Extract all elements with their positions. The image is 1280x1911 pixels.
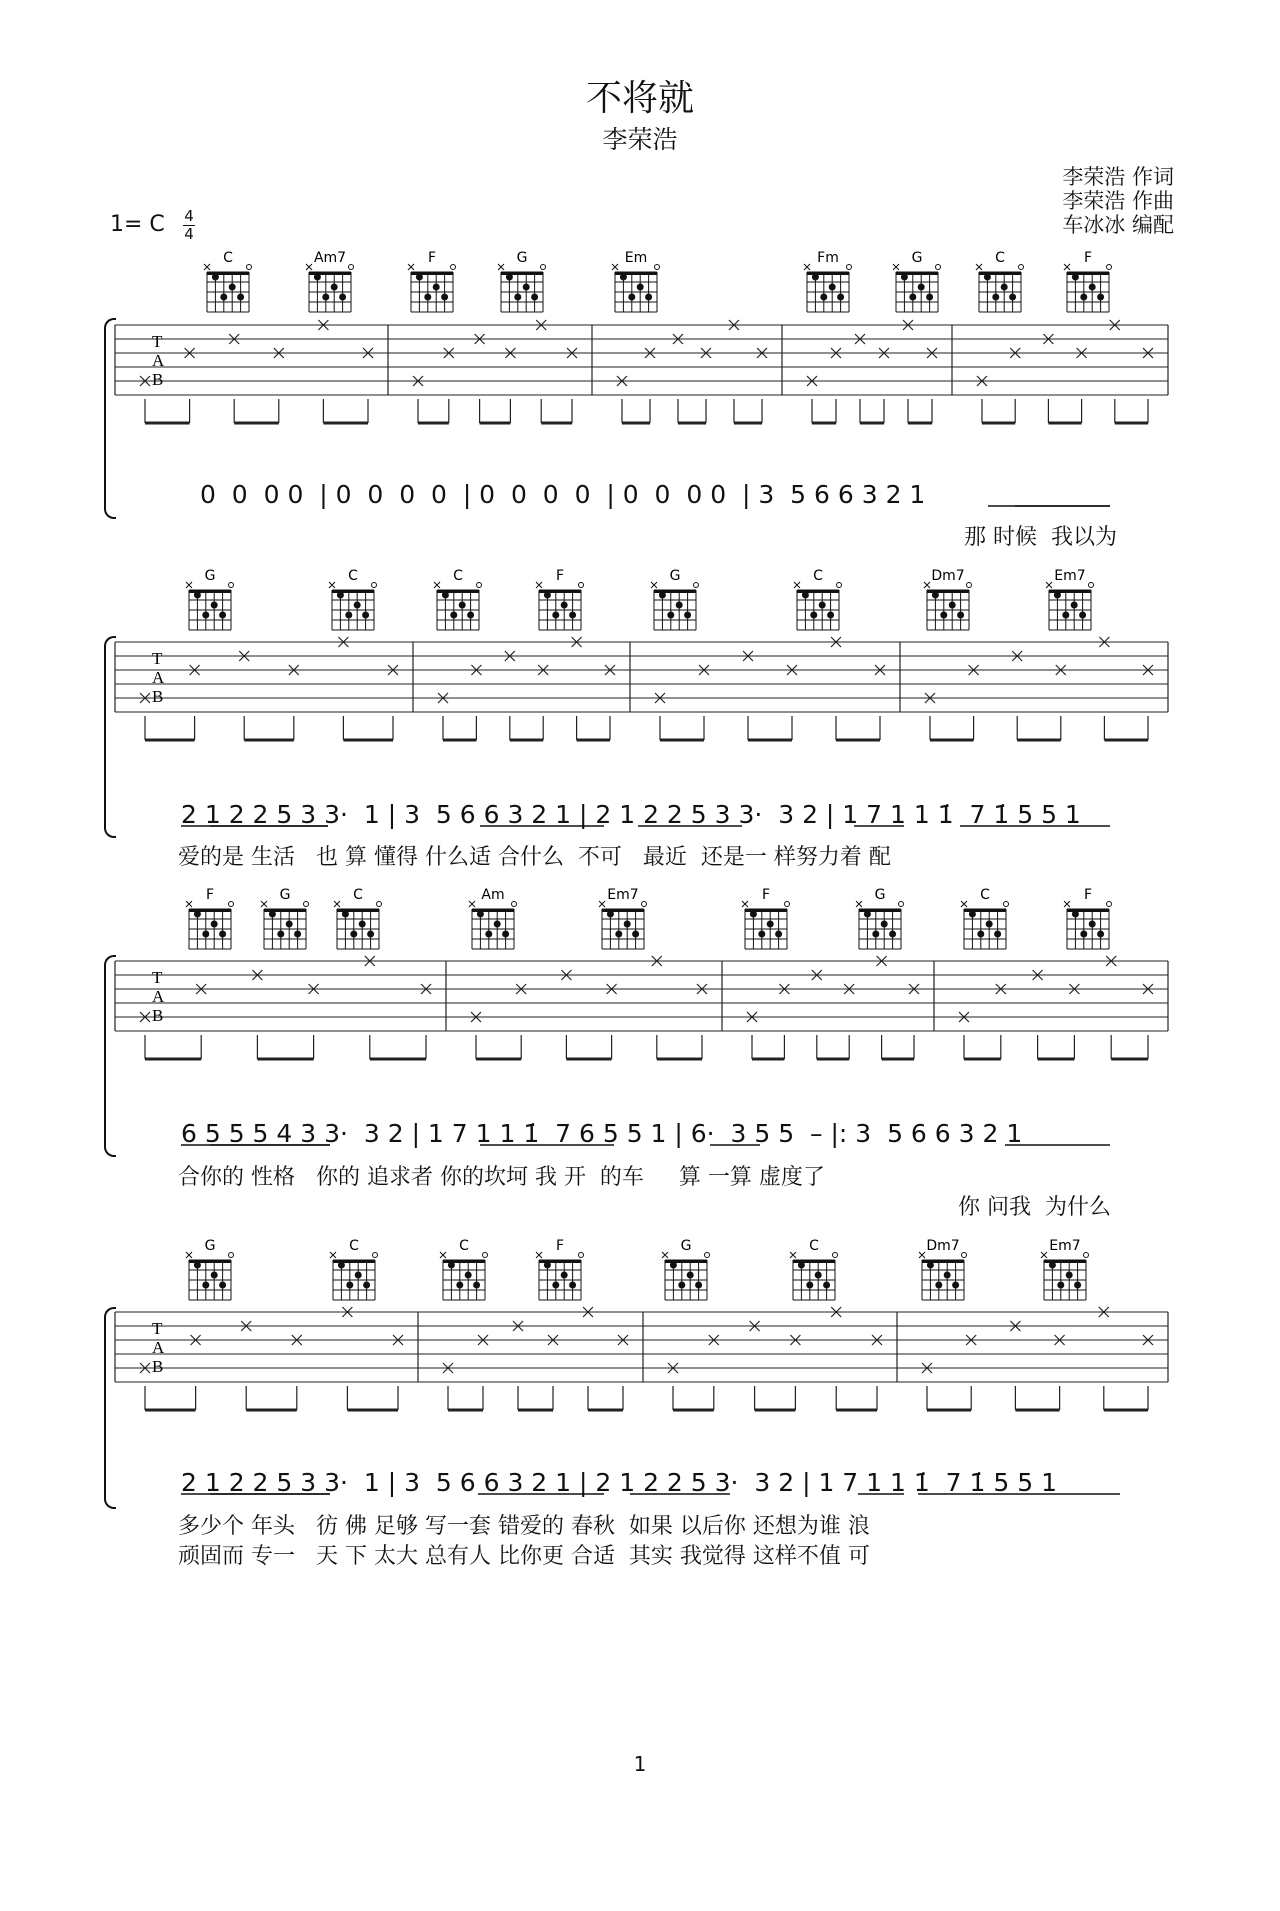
tab-clef-letter: B — [152, 687, 164, 706]
chord-open-string — [229, 902, 234, 907]
chord-finger-dot — [687, 1272, 694, 1279]
chord-finger-dot — [944, 1272, 951, 1279]
numbered-notation-4: 2 1 2 2 5 3 3· 1 | 3 5 6 6 3 2 1 | 2 1 2 2 5 3· 3 2 | 1 7 1 1 1̇ 7 1̇ 5 5 1 — [181, 1468, 1057, 1497]
chord-finger-dot — [237, 294, 244, 301]
chord-muted-string — [536, 582, 542, 588]
chord-finger-dot — [345, 612, 352, 619]
chord-finger-dot — [994, 931, 1001, 938]
chord-finger-dot — [926, 294, 933, 301]
chord-name-fm: Fm — [817, 250, 839, 266]
chord-open-string — [962, 1253, 967, 1258]
lyrics-3a: 合你的 性格 你的 追求者 你的坎坷 我 开 的车 算 一算 虚度了 — [178, 1165, 825, 1190]
chord-finger-dot — [957, 612, 964, 619]
chord-finger-dot — [561, 602, 568, 609]
chord-finger-dot — [219, 931, 226, 938]
chord-name-f: F — [1083, 250, 1093, 266]
tab-clef-letter: B — [152, 370, 164, 389]
chord-finger-dot — [1057, 1282, 1064, 1289]
lyrics-4a: 多少个 年头 彷 佛 足够 写一套 错爱的 春秋 如果 以后你 还想为谁 浪 — [178, 1514, 870, 1539]
chord-finger-dot — [758, 931, 765, 938]
chord-finger-dot — [506, 274, 513, 281]
chord-open-string — [483, 1253, 488, 1258]
chord-finger-dot — [806, 1282, 813, 1289]
chord-finger-dot — [355, 1272, 362, 1279]
chord-finger-dot — [569, 612, 576, 619]
chord-muted-string — [651, 582, 657, 588]
chord-open-string — [833, 1253, 838, 1258]
chord-name-dm7: Dm7 — [931, 568, 965, 584]
chord-finger-dot — [695, 1282, 702, 1289]
chord-name-c: C — [459, 1238, 469, 1254]
chord-finger-dot — [659, 592, 666, 599]
chord-finger-dot — [984, 274, 991, 281]
chord-muted-string — [1041, 1252, 1047, 1258]
chord-finger-dot — [901, 274, 908, 281]
chord-name-c: C — [995, 250, 1005, 266]
chord-open-string — [373, 1253, 378, 1258]
chord-finger-dot — [798, 1262, 805, 1269]
chord-finger-dot — [450, 612, 457, 619]
chord-finger-dot — [815, 1272, 822, 1279]
chord-finger-dot — [211, 602, 218, 609]
chord-finger-dot — [676, 602, 683, 609]
numbered-notation-2: 2 1 2 2 5 3 3· 1 | 3 5 6 6 3 2 1 | 2 1 2 2 5 3 3· 3 2 | 1 7 1 1 1̇ 7 1̇ 5 5 1 — [181, 800, 1081, 829]
chord-finger-dot — [314, 274, 321, 281]
chord-finger-dot — [684, 612, 691, 619]
chord-finger-dot — [459, 602, 466, 609]
chord-finger-dot — [1089, 284, 1096, 291]
chord-name-f: F — [205, 887, 215, 903]
chord-finger-dot — [1097, 294, 1104, 301]
lyrics-1: 那 时候 我以为 — [964, 525, 1117, 550]
chord-finger-dot — [502, 931, 509, 938]
tab-clef-letter: A — [152, 987, 165, 1006]
chord-finger-dot — [1080, 294, 1087, 301]
chord-finger-dot — [339, 294, 346, 301]
chord-finger-dot — [220, 294, 227, 301]
chord-muted-string — [804, 264, 810, 270]
chord-name-c: C — [353, 887, 363, 903]
chord-open-string — [705, 1253, 710, 1258]
chord-finger-dot — [363, 1282, 370, 1289]
chord-open-string — [377, 902, 382, 907]
chord-muted-string — [261, 901, 267, 907]
chord-muted-string — [924, 582, 930, 588]
chord-open-string — [847, 265, 852, 270]
chord-muted-string — [330, 1252, 336, 1258]
chord-finger-dot — [1062, 612, 1069, 619]
chord-name-f: F — [761, 887, 771, 903]
numbered-notation-3: 6 5 5 5 4 3 3· 3 2 | 1 7 1 1 1̇ 7 6 5 5 1 | 6· 3 5 5 – |: 3 5 6 6 3 2 1 — [181, 1119, 1023, 1148]
chord-muted-string — [536, 1252, 542, 1258]
chord-finger-dot — [992, 294, 999, 301]
chord-open-string — [229, 583, 234, 588]
chord-finger-dot — [456, 1282, 463, 1289]
chord-finger-dot — [531, 294, 538, 301]
chord-muted-string — [186, 582, 192, 588]
chord-name-f: F — [1083, 887, 1093, 903]
chord-finger-dot — [829, 284, 836, 291]
chord-open-string — [1004, 902, 1009, 907]
chord-finger-dot — [523, 284, 530, 291]
chord-name-em7: Em7 — [607, 887, 639, 903]
chord-finger-dot — [1009, 294, 1016, 301]
chord-open-string — [247, 265, 252, 270]
chord-finger-dot — [624, 921, 631, 928]
chord-finger-dot — [485, 931, 492, 938]
key-signature: 1= C — [110, 212, 165, 237]
chord-finger-dot — [620, 274, 627, 281]
tab-clef-letter: A — [152, 668, 165, 687]
chord-finger-dot — [775, 931, 782, 938]
chord-muted-string — [1064, 901, 1070, 907]
chord-finger-dot — [194, 911, 201, 918]
chord-finger-dot — [448, 1262, 455, 1269]
chord-finger-dot — [514, 294, 521, 301]
chord-name-c: C — [980, 887, 990, 903]
chord-open-string — [579, 583, 584, 588]
chord-name-c: C — [348, 568, 358, 584]
chord-name-c: C — [349, 1238, 359, 1254]
time-signature-bottom: 4 — [184, 225, 194, 243]
chord-name-f: F — [427, 250, 437, 266]
chord-finger-dot — [346, 1282, 353, 1289]
chord-open-string — [967, 583, 972, 588]
chord-name-g: G — [874, 887, 886, 903]
chord-finger-dot — [569, 1282, 576, 1289]
chord-open-string — [1107, 902, 1112, 907]
chord-finger-dot — [467, 612, 474, 619]
chord-finger-dot — [367, 931, 374, 938]
credit-composer: 李荣浩 作曲 — [1062, 189, 1174, 213]
numbered-notation-1: 0 0 0 0 | 0 0 0 0 | 0 0 0 0 | 0 0 0 0 | 3 5 6 6 3 2 1 — [200, 480, 926, 509]
chord-name-em7: Em7 — [1049, 1238, 1081, 1254]
chord-finger-dot — [552, 612, 559, 619]
chord-open-string — [694, 583, 699, 588]
chord-open-string — [1107, 265, 1112, 270]
chord-finger-dot — [442, 592, 449, 599]
chord-open-string — [1084, 1253, 1089, 1258]
chord-open-string — [655, 265, 660, 270]
chord-finger-dot — [338, 1262, 345, 1269]
chord-finger-dot — [872, 931, 879, 938]
chord-finger-dot — [927, 1262, 934, 1269]
chord-finger-dot — [294, 931, 301, 938]
chord-finger-dot — [969, 911, 976, 918]
chord-finger-dot — [362, 612, 369, 619]
chord-finger-dot — [802, 592, 809, 599]
chord-finger-dot — [827, 612, 834, 619]
chord-name-c: C — [813, 568, 823, 584]
chord-finger-dot — [932, 592, 939, 599]
chord-finger-dot — [1097, 931, 1104, 938]
chord-muted-string — [1046, 582, 1052, 588]
chord-muted-string — [790, 1252, 796, 1258]
chord-finger-dot — [1066, 1272, 1073, 1279]
chord-finger-dot — [889, 931, 896, 938]
chord-muted-string — [469, 901, 475, 907]
chord-finger-dot — [940, 612, 947, 619]
chord-finger-dot — [909, 294, 916, 301]
tab-clef-letter: T — [152, 332, 163, 351]
chord-name-f: F — [555, 568, 565, 584]
chord-open-string — [1089, 583, 1094, 588]
credit-arranger: 车冰冰 编配 — [1062, 213, 1174, 237]
chord-finger-dot — [194, 592, 201, 599]
chord-name-c: C — [223, 250, 233, 266]
chord-muted-string — [434, 582, 440, 588]
chord-muted-string — [334, 901, 340, 907]
tab-clef-letter: T — [152, 1319, 163, 1338]
chord-name-g: G — [680, 1238, 692, 1254]
chord-finger-dot — [194, 1262, 201, 1269]
chord-open-string — [642, 902, 647, 907]
chord-muted-string — [440, 1252, 446, 1258]
chord-finger-dot — [823, 1282, 830, 1289]
chord-finger-dot — [1079, 612, 1086, 619]
chord-finger-dot — [628, 294, 635, 301]
chord-muted-string — [893, 264, 899, 270]
chord-name-am: Am — [481, 887, 505, 903]
chord-name-g: G — [669, 568, 681, 584]
chord-finger-dot — [544, 592, 551, 599]
chord-finger-dot — [277, 931, 284, 938]
chord-open-string — [372, 583, 377, 588]
chord-name-em: Em — [624, 250, 648, 266]
tab-clef-letter: T — [152, 649, 163, 668]
chord-finger-dot — [767, 921, 774, 928]
chord-finger-dot — [286, 921, 293, 928]
chord-finger-dot — [212, 274, 219, 281]
chord-muted-string — [1064, 264, 1070, 270]
chord-muted-string — [919, 1252, 925, 1258]
credit-lyricist: 李荣浩 作词 — [1062, 165, 1174, 189]
chord-open-string — [512, 902, 517, 907]
chord-muted-string — [599, 901, 605, 907]
tab-clef-letter: A — [152, 1338, 165, 1357]
chord-finger-dot — [202, 1282, 209, 1289]
chord-name-g: G — [516, 250, 528, 266]
chord-muted-string — [742, 901, 748, 907]
chord-finger-dot — [615, 931, 622, 938]
chord-finger-dot — [977, 931, 984, 938]
chord-muted-string — [186, 1252, 192, 1258]
chord-muted-string — [662, 1252, 668, 1258]
chord-finger-dot — [561, 1272, 568, 1279]
chord-finger-dot — [342, 911, 349, 918]
chord-finger-dot — [864, 911, 871, 918]
chord-finger-dot — [750, 911, 757, 918]
chord-finger-dot — [812, 274, 819, 281]
chord-finger-dot — [1001, 284, 1008, 291]
chord-open-string — [936, 265, 941, 270]
chord-open-string — [349, 265, 354, 270]
chord-finger-dot — [359, 921, 366, 928]
chord-open-string — [785, 902, 790, 907]
chord-muted-string — [612, 264, 618, 270]
chord-finger-dot — [269, 911, 276, 918]
chord-finger-dot — [1072, 911, 1079, 918]
chord-muted-string — [186, 901, 192, 907]
chord-finger-dot — [1074, 1282, 1081, 1289]
chord-finger-dot — [350, 931, 357, 938]
chord-finger-dot — [229, 284, 236, 291]
chord-finger-dot — [881, 921, 888, 928]
chord-name-g: G — [204, 568, 216, 584]
chord-name-g: G — [204, 1238, 216, 1254]
lyrics-4b: 顽固而 专一 天 下 太大 总有人 比你更 合适 其实 我觉得 这样不值 可 — [178, 1544, 870, 1569]
chord-finger-dot — [1054, 592, 1061, 599]
chord-name-dm7: Dm7 — [926, 1238, 960, 1254]
chord-finger-dot — [211, 1272, 218, 1279]
chord-open-string — [304, 902, 309, 907]
page-number: 1 — [633, 1752, 647, 1776]
chord-finger-dot — [1080, 931, 1087, 938]
chord-name-g: G — [279, 887, 291, 903]
chord-finger-dot — [202, 931, 209, 938]
chord-finger-dot — [837, 294, 844, 301]
tab-clef-letter: A — [152, 351, 165, 370]
chord-muted-string — [329, 582, 335, 588]
chord-finger-dot — [219, 1282, 226, 1289]
chord-finger-dot — [952, 1282, 959, 1289]
chord-finger-dot — [477, 911, 484, 918]
chord-open-string — [477, 583, 482, 588]
chord-finger-dot — [202, 612, 209, 619]
chord-finger-dot — [465, 1272, 472, 1279]
chord-muted-string — [976, 264, 982, 270]
chord-finger-dot — [337, 592, 344, 599]
chord-muted-string — [498, 264, 504, 270]
chord-finger-dot — [819, 602, 826, 609]
lyrics-2: 爱的是 生活 也 算 懂得 什么适 合什么 不可 最近 还是一 样努力着 配 — [178, 845, 891, 870]
chord-finger-dot — [670, 1262, 677, 1269]
chord-open-string — [229, 1253, 234, 1258]
chord-finger-dot — [949, 602, 956, 609]
lyrics-3b: 你 问我 为什么 — [958, 1195, 1111, 1220]
chord-finger-dot — [219, 612, 226, 619]
chord-open-string — [837, 583, 842, 588]
tab-clef-letter: T — [152, 968, 163, 987]
chord-finger-dot — [678, 1282, 685, 1289]
chord-finger-dot — [645, 294, 652, 301]
chord-open-string — [579, 1253, 584, 1258]
chord-name-am7: Am7 — [313, 250, 347, 266]
chord-muted-string — [204, 264, 210, 270]
chord-finger-dot — [935, 1282, 942, 1289]
tab-clef-letter: B — [152, 1357, 164, 1376]
chord-finger-dot — [1049, 1262, 1056, 1269]
chord-finger-dot — [810, 612, 817, 619]
chord-finger-dot — [820, 294, 827, 301]
chord-muted-string — [306, 264, 312, 270]
chord-finger-dot — [1072, 274, 1079, 281]
tab-clef-letter: B — [152, 1006, 164, 1025]
chord-name-g: G — [911, 250, 923, 266]
chord-open-string — [1019, 265, 1024, 270]
chord-finger-dot — [211, 921, 218, 928]
chord-name-c: C — [453, 568, 463, 584]
chord-name-em7: Em7 — [1054, 568, 1086, 584]
chord-name-f: F — [555, 1238, 565, 1254]
chord-finger-dot — [637, 284, 644, 291]
chord-muted-string — [961, 901, 967, 907]
chord-finger-dot — [494, 921, 501, 928]
chord-finger-dot — [632, 931, 639, 938]
chord-finger-dot — [667, 612, 674, 619]
time-signature-top: 4 — [184, 207, 194, 225]
chord-open-string — [899, 902, 904, 907]
chord-name-c: C — [809, 1238, 819, 1254]
chord-finger-dot — [918, 284, 925, 291]
chord-finger-dot — [424, 294, 431, 301]
chord-finger-dot — [552, 1282, 559, 1289]
chord-muted-string — [794, 582, 800, 588]
chord-finger-dot — [544, 1262, 551, 1269]
chord-finger-dot — [322, 294, 329, 301]
chord-open-string — [451, 265, 456, 270]
chord-finger-dot — [433, 284, 440, 291]
chord-muted-string — [856, 901, 862, 907]
chord-finger-dot — [331, 284, 338, 291]
chord-finger-dot — [986, 921, 993, 928]
chord-finger-dot — [473, 1282, 480, 1289]
chord-finger-dot — [1071, 602, 1078, 609]
artist-name: 李荣浩 — [602, 125, 678, 154]
chord-finger-dot — [441, 294, 448, 301]
chord-finger-dot — [607, 911, 614, 918]
chord-open-string — [541, 265, 546, 270]
chord-finger-dot — [416, 274, 423, 281]
chord-finger-dot — [1089, 921, 1096, 928]
song-title: 不将就 — [585, 78, 694, 119]
chord-finger-dot — [354, 602, 361, 609]
chord-muted-string — [408, 264, 414, 270]
